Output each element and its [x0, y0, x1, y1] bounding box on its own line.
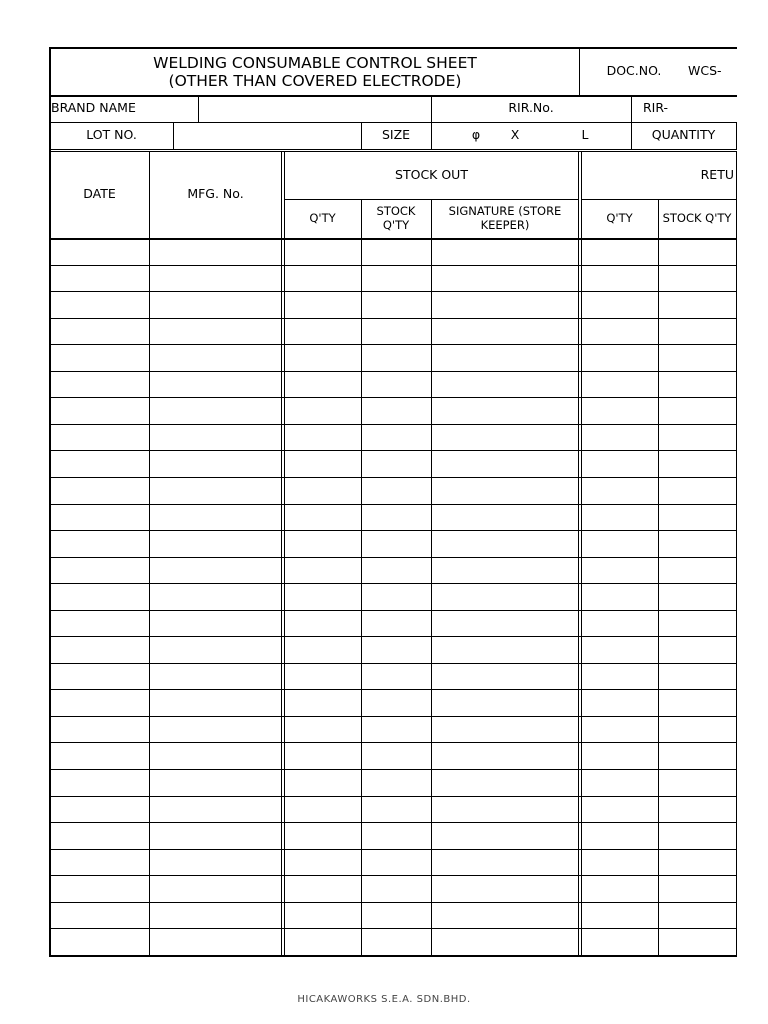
lot-divider-2	[361, 122, 362, 149]
col-header-qty-out: Q'TY	[309, 210, 336, 225]
col-header-qty-return: Q'TY	[606, 210, 633, 225]
sheet-title	[50, 48, 580, 95]
table-row[interactable]	[49, 769, 737, 796]
rir-no-value[interactable]: RIR-	[643, 100, 669, 116]
frame-bottom	[49, 955, 737, 957]
frame-top	[49, 47, 737, 49]
title-divider	[579, 47, 580, 95]
brand-divider-1	[198, 95, 199, 122]
table-row[interactable]	[49, 716, 737, 743]
footer-text: HICAKAWORKS S.E.A. SDN.BHD.	[297, 994, 471, 1002]
table-row[interactable]	[49, 742, 737, 769]
table-row[interactable]	[49, 291, 737, 318]
table-row[interactable]	[49, 557, 737, 584]
rir-no-label: RIR.No.	[508, 100, 554, 116]
quantity-label: QUANTITY	[651, 127, 716, 143]
col-header-date: DATE	[83, 186, 116, 202]
lot-divider-1	[173, 122, 174, 149]
brand-divider-2	[431, 95, 432, 122]
table-row[interactable]	[49, 583, 737, 610]
table-row[interactable]	[49, 610, 737, 637]
table-row[interactable]	[49, 477, 737, 504]
table-row[interactable]	[49, 689, 737, 716]
table-row[interactable]	[49, 397, 737, 424]
group-header-return: RETU	[700, 166, 734, 182]
lot-no-field[interactable]	[173, 122, 361, 149]
lot-no-label: LOT NO.	[86, 127, 137, 143]
table-row[interactable]	[49, 822, 737, 849]
title-bottom-line	[49, 95, 737, 97]
doc-no-value[interactable]: WCS-	[688, 63, 722, 79]
table-row[interactable]	[49, 875, 737, 902]
table-row[interactable]	[49, 344, 737, 371]
col-header-mfg-no: MFG. No.	[187, 186, 244, 202]
size-x: X	[510, 127, 520, 143]
doc-no-label: DOC.NO.	[606, 63, 662, 79]
table-row[interactable]	[49, 238, 737, 265]
table-row[interactable]	[49, 636, 737, 663]
table-row[interactable]	[49, 530, 737, 557]
table-row[interactable]	[49, 928, 737, 955]
lot-bottom-line-b	[49, 151, 737, 152]
col-header-stock-qty-out: STOCK Q'TY	[376, 204, 416, 232]
size-phi: φ	[471, 127, 481, 143]
sheet-title-line2: (OTHER THAN COVERED ELECTRODE)	[168, 71, 462, 90]
table-row[interactable]	[49, 318, 737, 345]
table-row[interactable]	[49, 450, 737, 477]
col-header-stock-qty-return: STOCK Q'TY	[662, 210, 732, 225]
group-header-stock-out: STOCK OUT	[395, 166, 468, 182]
table-row[interactable]	[49, 424, 737, 451]
brand-name-field[interactable]	[198, 95, 431, 122]
table-row[interactable]	[49, 663, 737, 690]
table-row[interactable]	[49, 849, 737, 876]
sheet-title-line1: WELDING CONSUMABLE CONTROL SHEET	[153, 53, 477, 72]
lot-divider-4	[631, 122, 632, 149]
brand-divider-3	[631, 95, 632, 122]
size-l: L	[581, 127, 589, 143]
lot-divider-3	[431, 122, 432, 149]
table-row[interactable]	[49, 504, 737, 531]
lot-divider-5	[736, 122, 737, 149]
subheader-line-return	[581, 199, 737, 200]
table-row[interactable]	[49, 796, 737, 823]
lot-bottom-line-a	[49, 149, 737, 150]
size-label: SIZE	[381, 127, 411, 143]
brand-name-label: BRAND NAME	[51, 100, 136, 116]
brand-bottom-line	[49, 122, 737, 123]
subheader-line-out	[284, 199, 578, 200]
col-header-signature: SIGNATURE (STORE KEEPER)	[448, 204, 562, 232]
table-row[interactable]	[49, 902, 737, 929]
table-row[interactable]	[49, 371, 737, 398]
table-row[interactable]	[49, 265, 737, 292]
